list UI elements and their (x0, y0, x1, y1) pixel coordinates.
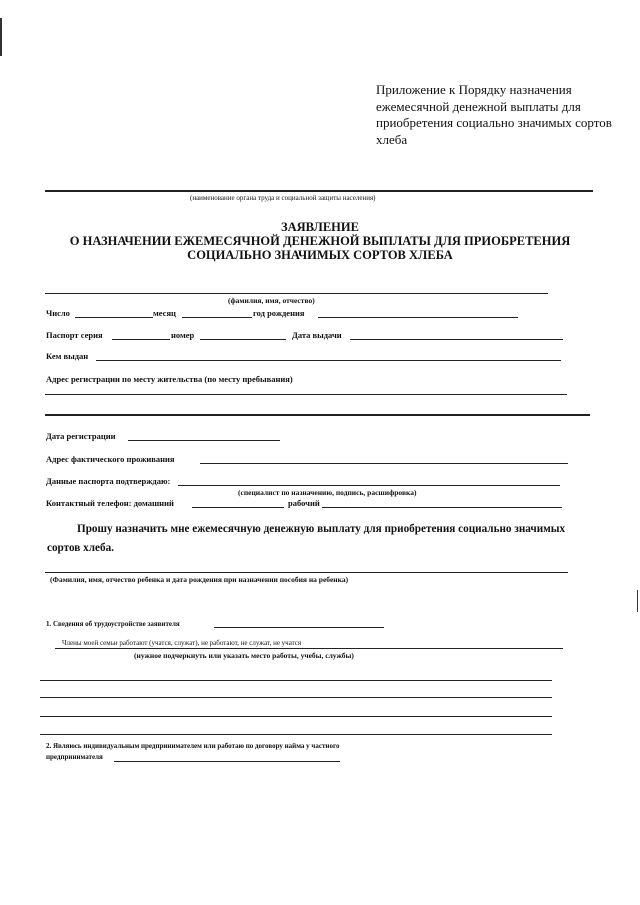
reg-date-label: Дата регистрации (46, 431, 116, 441)
issued-by-label: Кем выдан (46, 351, 89, 361)
passport-number-field[interactable] (200, 339, 286, 340)
phone-work-field[interactable] (322, 507, 562, 508)
specialist-caption: (специалист по назначению, подпись, расшифровка) (238, 488, 417, 497)
fio-caption: (фамилия, имя, отчество) (228, 296, 315, 305)
scan-edge-mark (0, 18, 2, 56)
actual-address-label: Адрес фактического проживания (46, 454, 175, 464)
appendix-note: Приложение к Порядку назначения ежемесячной денежной выплаты для приобретения социально значимых сортов хлеба (376, 82, 612, 147)
phone-home-label: Контактный телефон: домашний (46, 498, 174, 508)
issued-by-field[interactable] (96, 360, 561, 361)
specialist-signature-field[interactable] (178, 485, 560, 486)
phone-home-field[interactable] (192, 507, 284, 508)
family-status-text: Члены моей семьи работают (учатся, служат), не работают, не служат, не учатся (62, 639, 302, 647)
section2-field[interactable] (114, 761, 340, 762)
section2-label-cont: предпринимателя (46, 753, 103, 761)
child-caption: (Фамилия, имя, отчество ребенка и дата рождения при назначении пособия на ребенка) (50, 575, 349, 584)
work-info-field-3[interactable] (40, 716, 552, 717)
day-label: Число (46, 308, 70, 318)
reg-date-field[interactable] (128, 440, 280, 441)
scan-edge-mark (637, 590, 638, 612)
work-info-field-1[interactable] (40, 680, 552, 681)
issue-date-label: Дата выдачи (292, 330, 342, 340)
section1-label: 1. Сведения об трудоустройстве заявителя (46, 620, 180, 628)
reg-address-field-1[interactable] (45, 394, 567, 395)
document-subtitle-1: О НАЗНАЧЕНИИ ЕЖЕМЕСЯЧНОЙ ДЕНЕЖНОЙ ВЫПЛАТЫ ДЛЯ ПРИОБРЕТЕНИЯ (69, 234, 571, 248)
work-info-field-4[interactable] (40, 734, 552, 735)
request-text: Прошу назначить мне ежемесячную денежную выплату для приобретения социально значимых сортов хлеба. (47, 523, 566, 554)
family-status-line[interactable] (55, 648, 563, 649)
passport-series-label: Паспорт серия (46, 330, 103, 340)
family-status-note: (нужное подчеркнуть или указать место работы, учебы, службы) (134, 651, 354, 660)
document-subtitle-2: СОЦИАЛЬНО ЗНАЧИМЫХ СОРТОВ ХЛЕБА (187, 248, 453, 262)
fio-line[interactable] (45, 293, 548, 294)
reg-address-field-2[interactable] (45, 414, 590, 416)
passport-number-label: номер (171, 330, 195, 340)
passport-confirm-label: Данные паспорта подтверждаю: (46, 476, 171, 486)
org-caption: (наименование органа труда и социальной защиты населения) (190, 194, 376, 202)
section1-field[interactable] (214, 627, 384, 628)
birth-year-label: год рождения (253, 308, 305, 318)
phone-work-label: рабочий (288, 498, 320, 508)
org-name-line[interactable] (45, 190, 593, 192)
issue-date-field[interactable] (350, 339, 563, 340)
day-field[interactable] (75, 317, 153, 318)
section2-label: 2. Являюсь индивидуальным предпринимателем или работаю по договору найма у частного (46, 742, 340, 750)
reg-address-label: Адрес регистрации по месту жительства (по месту пребывания) (46, 374, 293, 384)
passport-series-field[interactable] (112, 339, 170, 340)
actual-address-field[interactable] (200, 463, 568, 464)
document-title: ЗАЯВЛЕНИЕ (281, 220, 359, 234)
child-info-field[interactable] (45, 572, 568, 573)
month-field[interactable] (182, 317, 252, 318)
month-label: месяц (153, 308, 176, 318)
birth-year-field[interactable] (318, 317, 518, 318)
work-info-field-2[interactable] (40, 697, 552, 698)
